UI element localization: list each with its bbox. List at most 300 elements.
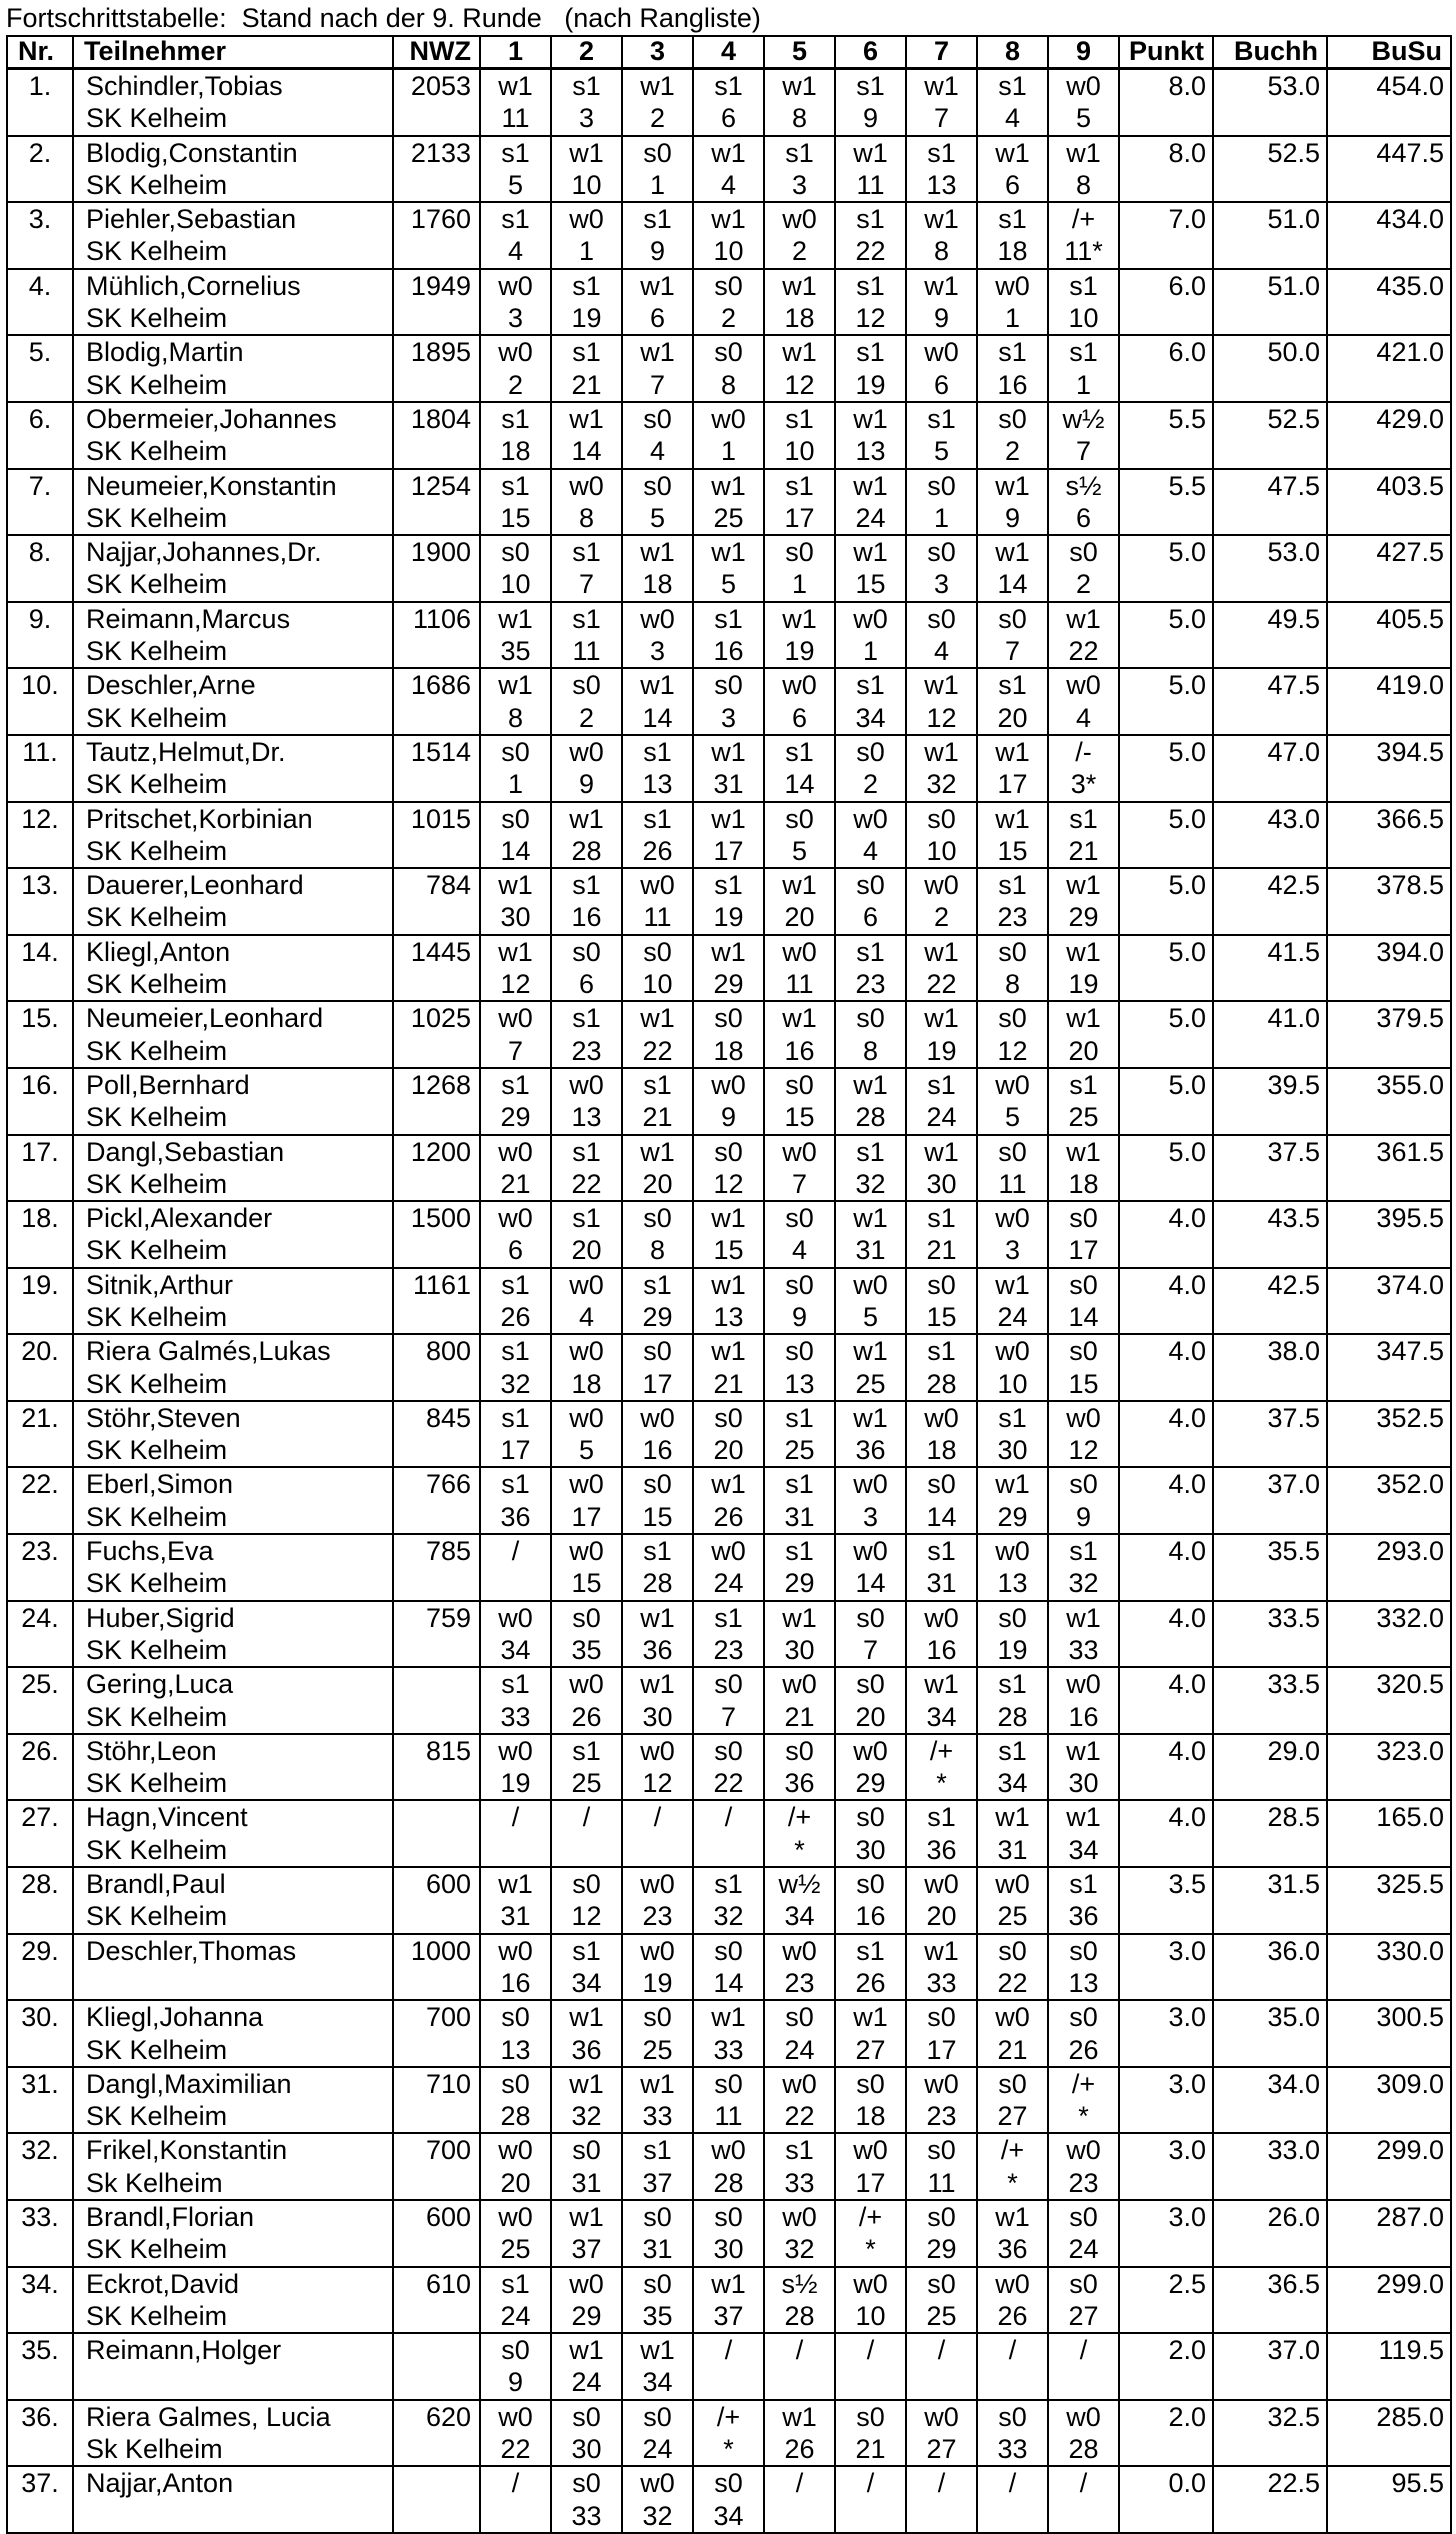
round-opponent: 21 — [926, 1235, 957, 1266]
buchh-cell: 38.0 — [1213, 1334, 1327, 1401]
player-name: Hagn,Vincent — [86, 1802, 248, 1833]
round-result-cell — [835, 1001, 906, 1068]
round-result: w0 — [782, 936, 817, 967]
round-result-cell — [551, 535, 622, 602]
table-row — [7, 2267, 1451, 2334]
round-result: w1 — [640, 2068, 675, 2099]
round-result-cell — [693, 2400, 764, 2467]
round-result: s0 — [927, 470, 956, 501]
table-row — [7, 602, 1451, 669]
player-club: SK Kelheim — [86, 902, 228, 933]
round-result: / — [937, 2468, 946, 2499]
round-result-cell — [835, 2133, 906, 2200]
busu-cell: 352.5 — [1327, 1401, 1451, 1468]
round-opponent: 2 — [720, 303, 737, 334]
round-opponent: 20 — [926, 1901, 957, 1932]
round-opponent: 13 — [784, 1368, 815, 1399]
round-result: s0 — [572, 1602, 601, 1633]
round-result: s0 — [856, 1869, 885, 1900]
round-result-cell — [480, 335, 551, 402]
round-result-cell — [1048, 2466, 1119, 2533]
round-opponent: 8 — [1075, 169, 1092, 200]
player-name: Blodig,Martin — [86, 337, 244, 368]
round-opponent: 9 — [1075, 1501, 1092, 1532]
round-result: w1 — [640, 1602, 675, 1633]
round-result-cell — [835, 668, 906, 735]
round-result-cell — [480, 269, 551, 336]
header-teilnehmer: Teilnehmer — [73, 36, 393, 69]
round-result-cell — [906, 2333, 977, 2400]
rank-cell: 25. — [7, 1667, 73, 1734]
round-result-cell — [551, 2067, 622, 2134]
nwz-cell: 600 — [393, 2200, 480, 2267]
round-opponent: 4 — [862, 835, 879, 866]
round-opponent: 15 — [713, 1235, 744, 1266]
punkt-cell: 3.0 — [1119, 2067, 1213, 2134]
buchh-cell: 42.5 — [1213, 868, 1327, 935]
round-result: s0 — [572, 936, 601, 967]
round-result: s0 — [856, 1003, 885, 1034]
round-result: s1 — [927, 1069, 956, 1100]
round-result: s0 — [714, 1935, 743, 1966]
round-result-cell — [906, 335, 977, 402]
buchh-cell: 31.5 — [1213, 1867, 1327, 1934]
round-result-cell — [693, 1068, 764, 1135]
round-opponent: 28 — [1068, 2434, 1099, 2465]
round-opponent: 2 — [1004, 436, 1021, 467]
round-result-cell — [622, 202, 693, 269]
round-result: w1 — [569, 2202, 604, 2232]
round-result-cell — [693, 1268, 764, 1335]
round-result-cell — [551, 802, 622, 869]
round-opponent: 17 — [1068, 1235, 1099, 1266]
round-result: s0 — [1069, 1935, 1098, 1966]
round-opponent: 23 — [855, 969, 886, 1000]
round-result: / — [511, 2468, 520, 2499]
round-opponent: 1 — [649, 169, 666, 200]
round-result: / — [653, 1802, 662, 1833]
round-result: w0 — [569, 2268, 604, 2299]
busu-cell: 285.0 — [1327, 2400, 1451, 2467]
round-result: s1 — [572, 71, 601, 101]
round-result: s0 — [785, 1269, 814, 1300]
round-result-cell — [835, 335, 906, 402]
round-result: w0 — [853, 1536, 888, 1567]
round-result-cell — [480, 1068, 551, 1135]
round-result-cell — [1048, 2400, 1119, 2467]
round-result: s0 — [927, 603, 956, 634]
round-result: s1 — [785, 403, 814, 434]
round-result: s0 — [714, 1402, 743, 1433]
rank-cell: 19. — [7, 1268, 73, 1335]
rank-cell: 31. — [7, 2067, 73, 2134]
round-result: / — [511, 1802, 520, 1833]
round-result-cell — [977, 935, 1048, 1002]
round-result-cell — [764, 1401, 835, 1468]
round-result: w1 — [711, 803, 746, 834]
player-cell — [73, 602, 393, 669]
round-result: s0 — [643, 2401, 672, 2432]
round-opponent: 34 — [1068, 1834, 1099, 1865]
buchh-cell: 49.5 — [1213, 602, 1327, 669]
player-cell — [73, 1467, 393, 1534]
round-opponent: 28 — [642, 1568, 673, 1599]
round-opponent: 5 — [649, 502, 666, 533]
round-opponent: 21 — [500, 1168, 531, 1199]
round-result: w0 — [640, 870, 675, 901]
round-result: w1 — [640, 270, 675, 301]
player-club: SK Kelheim — [86, 969, 228, 1000]
round-result-cell — [1048, 469, 1119, 536]
round-result: s1 — [572, 1203, 601, 1234]
round-result: s0 — [643, 137, 672, 168]
table-row — [7, 2400, 1451, 2467]
round-result-cell — [480, 1001, 551, 1068]
nwz-cell: 845 — [393, 1401, 480, 1468]
round-result-cell — [835, 1934, 906, 2001]
round-opponent: 1 — [862, 636, 879, 667]
round-result: w0 — [498, 1735, 533, 1766]
round-result-cell — [835, 2466, 906, 2533]
round-result: w0 — [711, 1069, 746, 1100]
round-result-cell — [693, 1534, 764, 1601]
round-opponent: 31 — [784, 1501, 815, 1532]
round-result-cell — [551, 935, 622, 1002]
rank-cell: 11. — [7, 735, 73, 802]
round-opponent: 32 — [642, 2500, 673, 2531]
round-result-cell — [906, 2200, 977, 2267]
round-opponent: 22 — [997, 1967, 1028, 1998]
busu-cell: 395.5 — [1327, 1201, 1451, 1268]
round-opponent: 11* — [1064, 236, 1103, 267]
round-opponent: 4 — [507, 236, 524, 267]
round-result-cell — [693, 668, 764, 735]
round-opponent: 32 — [571, 2101, 602, 2132]
player-club: SK Kelheim — [86, 702, 228, 733]
round-result-cell — [977, 469, 1048, 536]
round-opponent: 10 — [997, 1368, 1028, 1399]
header-nr: Nr. — [7, 36, 73, 69]
round-opponent: 34 — [784, 1901, 815, 1932]
round-result: s1 — [572, 337, 601, 368]
round-result: s0 — [714, 1669, 743, 1700]
round-opponent: 29 — [1068, 902, 1099, 933]
busu-cell: 352.0 — [1327, 1467, 1451, 1534]
round-result-cell — [906, 802, 977, 869]
rank-cell: 15. — [7, 1001, 73, 1068]
round-result-cell — [480, 1667, 551, 1734]
busu-cell: 355.0 — [1327, 1068, 1451, 1135]
buchh-cell: 43.0 — [1213, 802, 1327, 869]
header-round-6: 6 — [835, 36, 906, 69]
player-club: SK Kelheim — [86, 1701, 228, 1732]
round-result: /+ — [1071, 2068, 1096, 2099]
round-result-cell — [1048, 1534, 1119, 1601]
round-opponent: 20 — [784, 902, 815, 933]
round-result-cell — [693, 1467, 764, 1534]
round-result-cell — [1048, 1934, 1119, 2001]
round-opponent: 16 — [571, 902, 602, 933]
round-result-cell — [835, 1601, 906, 1668]
round-result-cell — [835, 136, 906, 203]
round-result-cell — [1048, 1334, 1119, 1401]
round-result-cell — [622, 69, 693, 136]
header-round-2: 2 — [551, 36, 622, 69]
round-result: w0 — [782, 2068, 817, 2099]
busu-cell: 434.0 — [1327, 202, 1451, 269]
round-result-cell — [764, 1867, 835, 1934]
header-punkt: Punkt — [1119, 36, 1213, 69]
punkt-cell: 8.0 — [1119, 136, 1213, 203]
round-opponent: 24 — [713, 1568, 744, 1599]
nwz-cell: 1500 — [393, 1201, 480, 1268]
round-opponent: 9 — [720, 1102, 737, 1133]
round-result: w0 — [782, 1136, 817, 1167]
round-result: s1 — [501, 403, 530, 434]
round-opponent: 17 — [713, 835, 744, 866]
player-name: Neumeier,Leonhard — [86, 1003, 324, 1034]
round-opponent: 12 — [997, 1035, 1028, 1066]
round-opponent: 28 — [500, 2101, 531, 2132]
round-result-cell — [764, 1934, 835, 2001]
round-opponent: 34 — [500, 1634, 531, 1665]
round-opponent: 31 — [997, 1834, 1028, 1865]
busu-cell: 361.5 — [1327, 1135, 1451, 1202]
nwz-cell: 2133 — [393, 136, 480, 203]
round-result-cell — [906, 2267, 977, 2334]
punkt-cell: 6.0 — [1119, 269, 1213, 336]
round-opponent: 34 — [713, 2500, 744, 2531]
round-result-cell — [977, 1401, 1048, 1468]
round-result: s0 — [501, 2335, 530, 2366]
round-opponent: 11 — [714, 2101, 743, 2132]
round-opponent: 15 — [1068, 1368, 1099, 1399]
player-name: Pickl,Alexander — [86, 1203, 273, 1234]
rank-cell: 24. — [7, 1601, 73, 1668]
round-opponent: 17 — [571, 1501, 602, 1532]
round-result: w0 — [924, 2401, 959, 2432]
round-result: w1 — [782, 603, 817, 634]
round-result: / — [1008, 2335, 1017, 2366]
round-result-cell — [835, 1800, 906, 1867]
rank-cell: 21. — [7, 1401, 73, 1468]
round-result-cell — [551, 1334, 622, 1401]
round-opponent: * — [936, 1768, 947, 1799]
round-result-cell — [480, 1135, 551, 1202]
round-result: s0 — [501, 736, 530, 767]
round-opponent: 29 — [784, 1568, 815, 1599]
round-result: w1 — [711, 537, 746, 568]
round-result: w0 — [498, 2135, 533, 2166]
round-result-cell — [906, 935, 977, 1002]
round-result: s1 — [714, 1869, 743, 1900]
round-result: s0 — [856, 1669, 885, 1700]
nwz-cell: 600 — [393, 1867, 480, 1934]
busu-cell: 330.0 — [1327, 1934, 1451, 2001]
round-result: s0 — [714, 670, 743, 701]
punkt-cell: 4.0 — [1119, 1268, 1213, 1335]
round-opponent: 8 — [933, 236, 950, 267]
round-result-cell — [764, 2267, 835, 2334]
round-opponent: 37 — [642, 2167, 673, 2198]
round-opponent: 27 — [855, 2034, 886, 2065]
round-result: s1 — [785, 736, 814, 767]
player-club: SK Kelheim — [86, 769, 228, 800]
buchh-cell: 33.5 — [1213, 1667, 1327, 1734]
round-opponent: 26 — [855, 1967, 886, 1998]
round-result: w0 — [782, 1935, 817, 1966]
round-result: w1 — [711, 936, 746, 967]
round-result: w1 — [995, 1269, 1030, 1300]
round-result-cell — [551, 868, 622, 935]
round-result-cell — [977, 2400, 1048, 2467]
round-opponent: 17 — [926, 2034, 957, 2065]
round-result-cell — [764, 802, 835, 869]
round-result-cell — [693, 1401, 764, 1468]
round-result-cell — [1048, 1867, 1119, 1934]
round-opponent: 21 — [713, 1368, 744, 1399]
round-result-cell — [1048, 1601, 1119, 1668]
round-result: w0 — [1066, 1402, 1101, 1433]
round-result-cell — [906, 1135, 977, 1202]
round-result: w0 — [782, 2202, 817, 2232]
round-opponent: 11 — [927, 2167, 956, 2198]
busu-cell: 332.0 — [1327, 1601, 1451, 1668]
round-result: s1 — [785, 2135, 814, 2166]
player-club: SK Kelheim — [86, 1035, 228, 1066]
punkt-cell: 3.0 — [1119, 1934, 1213, 2001]
round-result-cell — [622, 1800, 693, 1867]
round-result-cell — [1048, 1667, 1119, 1734]
round-result: s0 — [572, 2468, 601, 2499]
round-result-cell — [835, 1667, 906, 1734]
rank-cell: 7. — [7, 469, 73, 536]
round-result-cell — [977, 602, 1048, 669]
round-result-cell — [906, 269, 977, 336]
round-result-cell — [693, 2000, 764, 2067]
round-result-cell — [1048, 668, 1119, 735]
round-result-cell — [835, 2067, 906, 2134]
player-cell — [73, 1867, 393, 1934]
buchh-cell: 42.5 — [1213, 1268, 1327, 1335]
round-opponent: 30 — [642, 1701, 673, 1732]
buchh-cell: 35.5 — [1213, 1534, 1327, 1601]
round-result-cell — [622, 802, 693, 869]
round-result: w1 — [640, 2335, 675, 2366]
round-result: w1 — [498, 1869, 533, 1900]
round-opponent: 4 — [1075, 702, 1092, 733]
round-opponent: 15 — [500, 502, 531, 533]
punkt-cell: 4.0 — [1119, 1467, 1213, 1534]
round-result-cell — [622, 2466, 693, 2533]
player-cell — [73, 668, 393, 735]
round-result-cell — [764, 2000, 835, 2067]
round-result: s1 — [927, 1802, 956, 1833]
round-result: s0 — [998, 403, 1027, 434]
player-name: Pritschet,Korbinian — [86, 803, 313, 834]
round-result: s1 — [501, 1402, 530, 1433]
table-row — [7, 1201, 1451, 1268]
busu-cell: 293.0 — [1327, 1534, 1451, 1601]
round-result: s0 — [785, 2002, 814, 2033]
round-result: s0 — [572, 670, 601, 701]
nwz-cell: 1000 — [393, 1934, 480, 2001]
round-result: w0 — [498, 337, 533, 368]
rank-cell: 37. — [7, 2466, 73, 2533]
round-result-cell — [906, 69, 977, 136]
round-result-cell — [480, 2000, 551, 2067]
player-name: Stöhr,Leon — [86, 1735, 217, 1766]
round-result: s1 — [501, 1336, 530, 1367]
round-opponent: 14 — [926, 1501, 957, 1532]
nwz-cell: 1268 — [393, 1068, 480, 1135]
round-result: w0 — [924, 1402, 959, 1433]
round-result-cell — [1048, 1467, 1119, 1534]
rank-cell: 9. — [7, 602, 73, 669]
round-opponent: 17 — [784, 502, 815, 533]
round-result: w0 — [711, 1536, 746, 1567]
round-result-cell — [906, 1268, 977, 1335]
round-result-cell — [693, 535, 764, 602]
round-result: w1 — [1066, 936, 1101, 967]
round-opponent: 24 — [1068, 2234, 1099, 2265]
round-opponent: 18 — [713, 1035, 744, 1066]
round-result-cell — [551, 402, 622, 469]
nwz-cell: 1686 — [393, 668, 480, 735]
player-cell — [73, 1734, 393, 1801]
round-opponent: 25 — [997, 1901, 1028, 1932]
round-opponent: 9 — [1004, 502, 1021, 533]
rank-cell: 6. — [7, 402, 73, 469]
round-result-cell — [551, 1934, 622, 2001]
round-result-cell — [906, 1201, 977, 1268]
round-result-cell — [906, 1867, 977, 1934]
round-opponent: 7 — [791, 1168, 808, 1199]
round-result-cell — [977, 136, 1048, 203]
nwz-cell: 1254 — [393, 469, 480, 536]
round-opponent: 18 — [642, 569, 673, 600]
round-result: w0 — [782, 1669, 817, 1700]
round-opponent: 34 — [926, 1701, 957, 1732]
round-result: w0 — [498, 1602, 533, 1633]
round-opponent: 18 — [571, 1368, 602, 1399]
round-result-cell — [977, 868, 1048, 935]
round-result-cell — [480, 1401, 551, 1468]
round-result: s1 — [572, 1136, 601, 1167]
header-round-9: 9 — [1048, 36, 1119, 69]
round-result-cell — [764, 668, 835, 735]
round-result-cell — [551, 2000, 622, 2067]
round-result: w0 — [924, 1602, 959, 1633]
table-row — [7, 1334, 1451, 1401]
round-opponent: 6 — [933, 369, 950, 400]
round-result: w0 — [569, 736, 604, 767]
round-result-cell — [1048, 1734, 1119, 1801]
round-opponent: 19 — [784, 636, 815, 667]
round-opponent: 18 — [500, 436, 531, 467]
round-result: w0 — [498, 2401, 533, 2432]
round-result: w0 — [853, 603, 888, 634]
round-opponent: 16 — [784, 1035, 815, 1066]
buchh-cell: 35.0 — [1213, 2000, 1327, 2067]
player-cell — [73, 802, 393, 869]
player-club: Sk Kelheim — [86, 2167, 223, 2198]
round-opponent: 12 — [926, 702, 957, 733]
punkt-cell: 2.0 — [1119, 2400, 1213, 2467]
punkt-cell: 5.0 — [1119, 668, 1213, 735]
player-club: Sk Kelheim — [86, 2434, 223, 2465]
rank-cell: 22. — [7, 1467, 73, 1534]
